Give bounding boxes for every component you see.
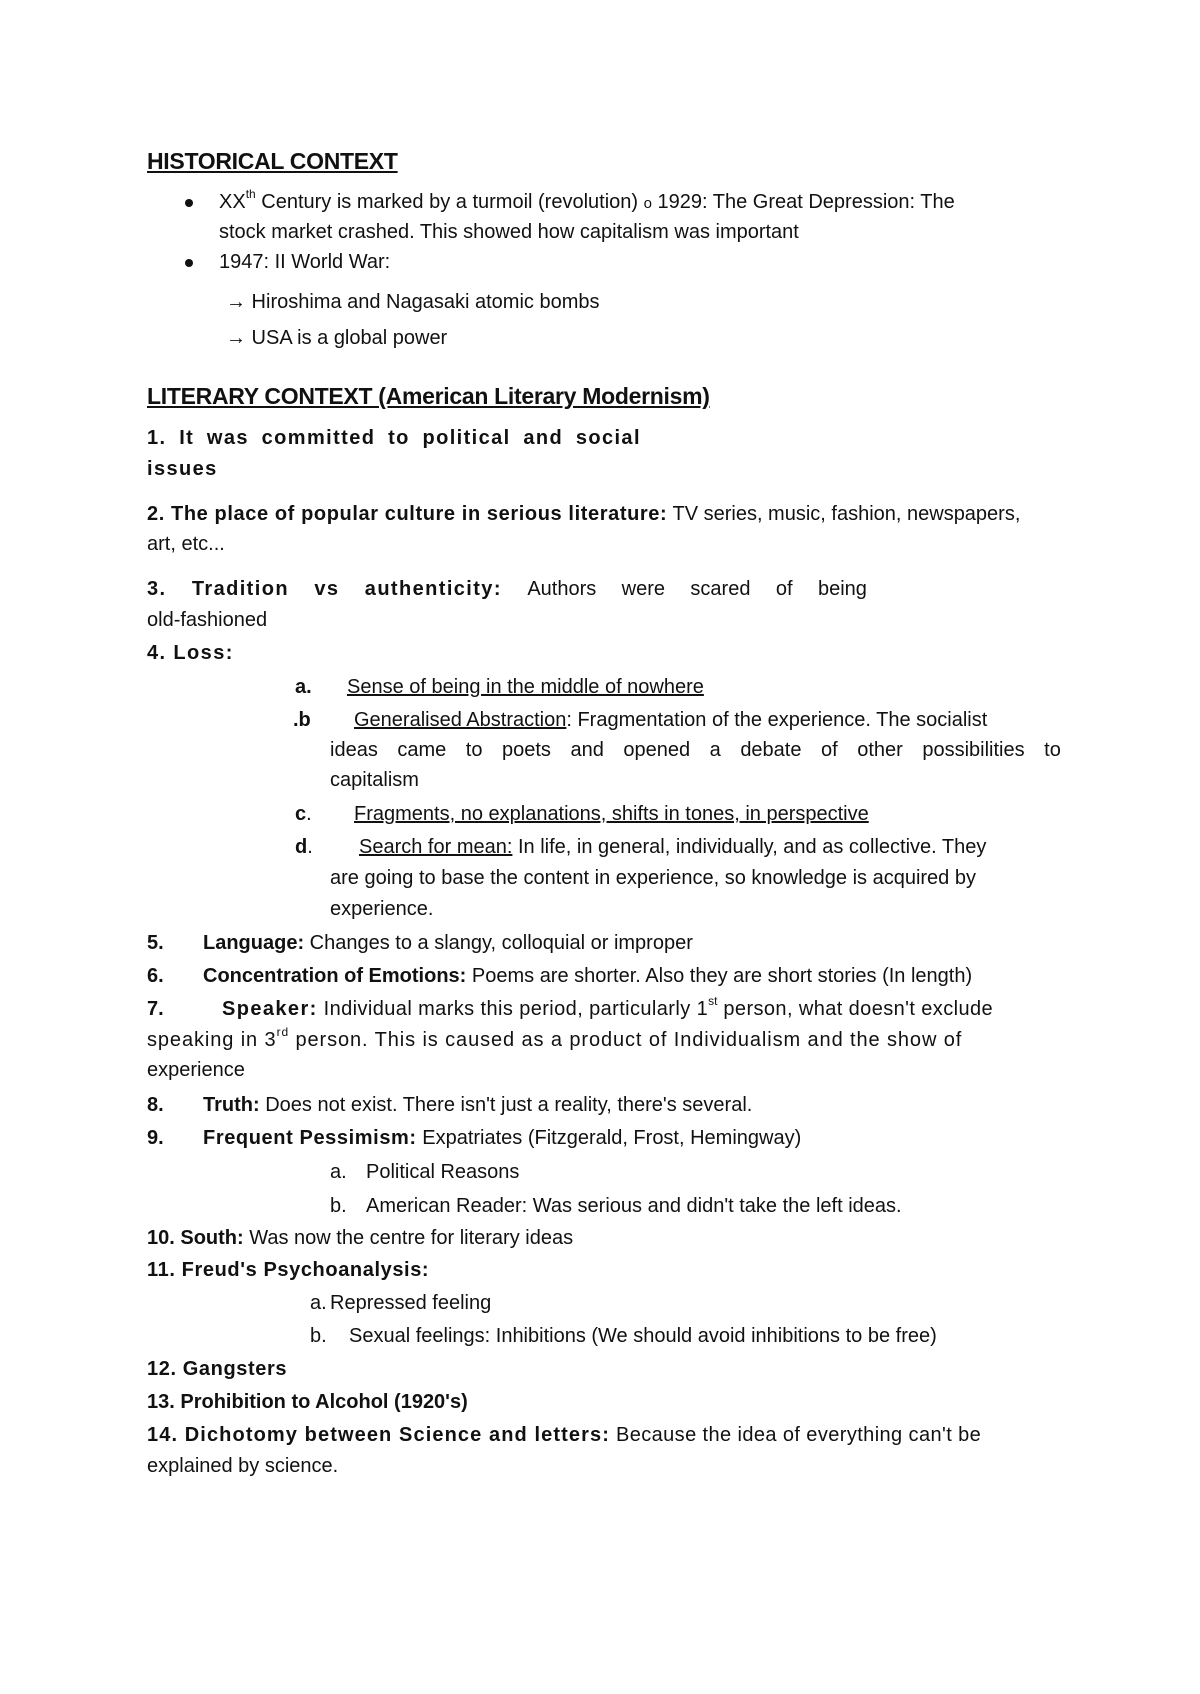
marker-letter: c — [295, 803, 307, 825]
word: Authors — [527, 578, 597, 600]
text: 1929: The Great Depression: The — [651, 191, 955, 213]
item-5-title: Language: — [203, 932, 305, 954]
item-9b-text: American Reader: Was serious and didn't take the left ideas. — [366, 1195, 902, 1217]
item-2-line2: art, etc... — [147, 533, 225, 555]
word: ideas — [330, 739, 378, 761]
marker-dot: . — [307, 836, 313, 858]
word: committed — [261, 427, 376, 449]
item-6 — [203, 965, 972, 988]
item-11a-text: Repressed feeling — [330, 1292, 492, 1314]
item-7-line3: experience — [147, 1059, 245, 1081]
item-4b — [354, 709, 987, 732]
item-2 — [147, 503, 1020, 526]
item-10-title: 10. South: — [147, 1227, 244, 1249]
item-4d-marker — [295, 836, 313, 859]
item-11b-text: Sexual feelings: Inhibitions (We should avoid inhibitions to be free) — [349, 1325, 937, 1347]
text: speaking in 3 — [147, 1029, 277, 1051]
item-2-text: TV series, music, fashion, newspapers, — [667, 503, 1021, 525]
item-8-number: 8. — [147, 1094, 164, 1116]
item-7-text: person, what doesn't exclude — [717, 998, 994, 1020]
historical-bullet-2: 1947: II World War: — [219, 251, 391, 273]
word: being — [817, 578, 867, 600]
item-4a-text: Sense of being in the middle of nowhere — [347, 676, 704, 698]
item-4d-text: In life, in general, individually, and as collective. They — [512, 836, 987, 858]
text: Century is marked by a turmoil (revolution) — [255, 191, 644, 213]
bullet-icon — [185, 259, 193, 267]
item-8-text: Does not exist. There isn't just a reality, there's several. — [259, 1094, 753, 1116]
historical-arrow-2: → USA is a global power — [226, 327, 448, 349]
item-10-text: Was now the centre for literary ideas — [243, 1227, 574, 1249]
item-4d — [359, 836, 986, 859]
item-7-number: 7. — [147, 998, 164, 1020]
item-4: 4. Loss: — [147, 642, 234, 664]
text: XX — [219, 191, 246, 213]
item-4c-marker — [295, 803, 312, 826]
word: Tradition — [191, 578, 289, 600]
word: and — [523, 427, 564, 449]
literary-heading: LITERARY CONTEXT (American Literary Modernism) — [147, 383, 710, 409]
item-10 — [147, 1227, 573, 1250]
item-14-title: 14. Dichotomy between Science and letters: — [147, 1424, 610, 1446]
item-7-text: Individual marks this period, particularly 1 — [317, 998, 709, 1020]
word: of — [775, 578, 793, 600]
text: person. This is caused as a product of Individualism and the show of — [289, 1029, 963, 1051]
item-7 — [222, 994, 994, 1021]
item-4a-marker: a. — [295, 676, 312, 698]
superscript: rd — [276, 1025, 290, 1040]
item-9a-text: Political Reasons — [366, 1161, 520, 1183]
word: political — [422, 427, 511, 449]
item-14-line2: explained by science. — [147, 1455, 339, 1477]
item-8-title: Truth: — [203, 1094, 260, 1116]
word: debate — [740, 739, 802, 761]
item-1-line2: issues — [147, 458, 218, 480]
word: poets — [502, 739, 551, 761]
marker-letter: d — [295, 836, 308, 858]
word: social — [575, 427, 641, 449]
item-6-title: Concentration of Emotions: — [203, 965, 467, 987]
item-6-number: 6. — [147, 965, 164, 987]
item-4d-title: Search for mean: — [359, 836, 513, 858]
word: came — [397, 739, 447, 761]
item-9b-marker: b. — [330, 1195, 347, 1217]
word: opened — [623, 739, 691, 761]
item-9-title: Frequent Pessimism: — [203, 1127, 417, 1149]
word: authenticity: — [364, 578, 502, 600]
item-1 — [147, 427, 641, 450]
historical-heading: HISTORICAL CONTEXT — [147, 148, 398, 174]
item-11: 11. Freud's Psychoanalysis: — [147, 1259, 430, 1281]
superscript: th — [245, 187, 256, 202]
bullet-icon — [185, 199, 193, 207]
item-4b-marker: .b — [293, 709, 311, 731]
sub-bullet-icon: o — [643, 195, 652, 212]
item-4b-text: : Fragmentation of the experience. The socialist — [566, 709, 988, 731]
item-5-text: Changes to a slangy, colloquial or improper — [304, 932, 693, 954]
word: other — [857, 739, 903, 761]
item-4c-text: Fragments, no explanations, shifts in tones, in perspective — [354, 803, 869, 825]
word: of — [821, 739, 838, 761]
item-14-text: Because the idea of everything can't be — [610, 1424, 982, 1446]
item-4b-line3: capitalism — [330, 769, 419, 791]
item-3 — [147, 578, 867, 601]
item-9a-marker: a. — [330, 1161, 347, 1183]
item-9 — [203, 1127, 801, 1150]
item-13: 13. Prohibition to Alcohol (1920's) — [147, 1391, 468, 1413]
item-4b-title: Generalised Abstraction — [354, 709, 567, 731]
item-7-title: Speaker: — [222, 998, 318, 1020]
item-4d-line2: are going to base the content in experience, so knowledge is acquired by — [330, 867, 976, 889]
item-8 — [203, 1094, 752, 1117]
historical-bullet-1 — [219, 187, 955, 214]
word: 1. — [147, 427, 167, 449]
word: possibilities — [922, 739, 1025, 761]
item-11b-marker: b. — [310, 1325, 327, 1347]
word: and — [570, 739, 604, 761]
historical-arrow-1: → Hiroshima and Nagasaki atomic bombs — [226, 291, 600, 313]
item-11a-marker: a. — [310, 1292, 327, 1314]
word: It — [179, 427, 195, 449]
word: scared — [690, 578, 751, 600]
marker-dot: . — [306, 803, 312, 825]
word: a — [709, 739, 721, 761]
item-3-line2: old-fashioned — [147, 609, 268, 631]
item-12: 12. Gangsters — [147, 1358, 288, 1380]
item-5 — [203, 932, 693, 955]
item-7-line2 — [147, 1025, 963, 1052]
word: were — [621, 578, 666, 600]
word: to — [465, 739, 483, 761]
superscript: st — [708, 994, 718, 1009]
item-9-text: Expatriates (Fitzgerald, Frost, Hemingway) — [416, 1127, 802, 1149]
item-5-number: 5. — [147, 932, 164, 954]
word: was — [206, 427, 249, 449]
word: 3. — [147, 578, 167, 600]
word: to — [1044, 739, 1061, 761]
word: to — [388, 427, 410, 449]
item-2-title: 2. The place of popular culture in serious literature: — [147, 503, 668, 525]
item-9-number: 9. — [147, 1127, 164, 1149]
item-4d-line3: experience. — [330, 898, 434, 920]
item-6-text: Poems are shorter. Also they are short stories (In length) — [466, 965, 973, 987]
word: vs — [314, 578, 340, 600]
historical-bullet-1-line2: stock market crashed. This showed how capitalism was important — [219, 221, 799, 243]
item-4b-line2 — [330, 739, 1061, 762]
item-14 — [147, 1424, 981, 1447]
